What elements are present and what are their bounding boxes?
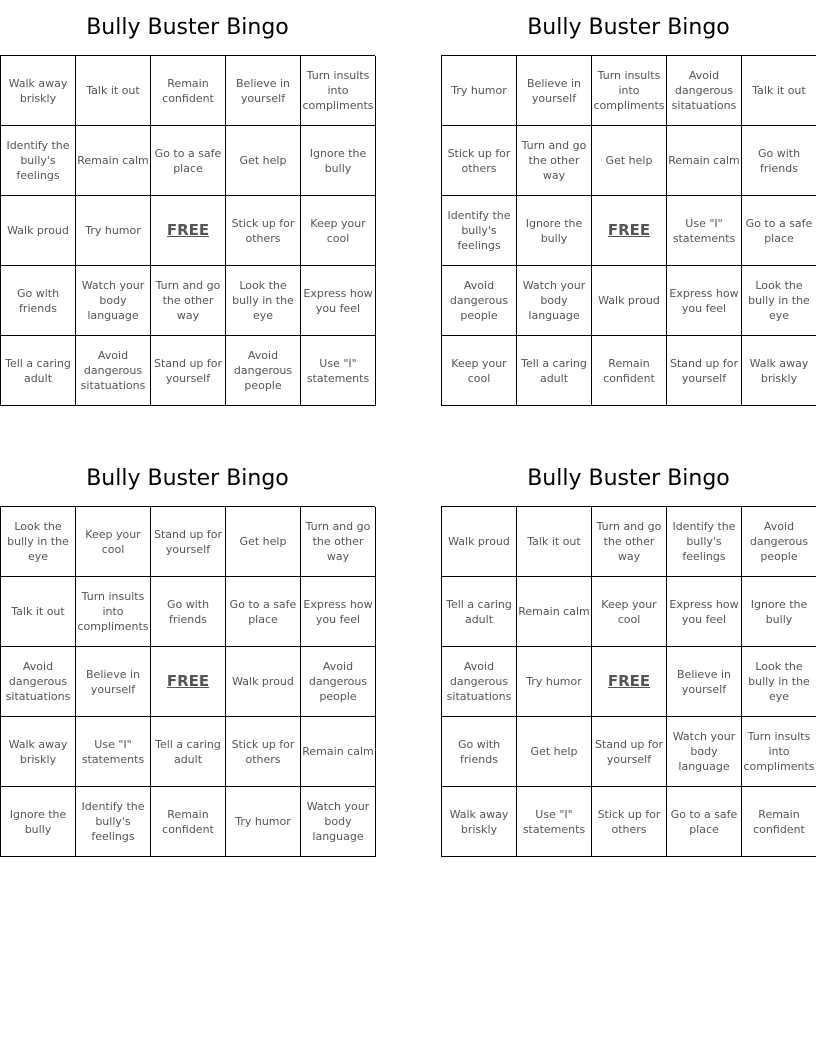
free-space: FREE — [151, 647, 226, 717]
bingo-card-4 — [441, 451, 816, 857]
bingo-cell: Get help — [226, 507, 301, 577]
bingo-cell: Try humor — [517, 647, 592, 717]
bingo-grid — [0, 55, 375, 406]
bingo-grid — [441, 55, 816, 406]
bingo-cell: Remain calm — [76, 126, 151, 196]
bingo-cell: Watch your body language — [517, 266, 592, 336]
bingo-cell: Express how you feel — [301, 266, 376, 336]
bingo-cell: Walk proud — [592, 266, 667, 336]
card-title: Bully Buster Bingo — [527, 466, 730, 491]
bingo-cell: Walk proud — [442, 507, 517, 577]
bingo-cell: Tell a caring adult — [517, 336, 592, 406]
bingo-cell: Turn insults into compliments — [76, 577, 151, 647]
bingo-cell: Watch your body language — [301, 787, 376, 857]
bingo-cell: Remain confident — [151, 56, 226, 126]
bingo-cell: Turn and go the other way — [592, 507, 667, 577]
bingo-cell: Stick up for others — [592, 787, 667, 857]
bingo-cell: Use "I" statements — [667, 196, 742, 266]
bingo-cell: Express how you feel — [301, 577, 376, 647]
bingo-cell: Get help — [226, 126, 301, 196]
bingo-cell: Try humor — [442, 56, 517, 126]
bingo-cell: Avoid dangerous people — [442, 266, 517, 336]
bingo-cell: Walk away briskly — [1, 717, 76, 787]
bingo-cell: Go with friends — [1, 266, 76, 336]
bingo-cell: Go to a safe place — [667, 787, 742, 857]
bingo-cell: Avoid dangerous sitatuations — [667, 56, 742, 126]
bingo-cell: Turn insults into compliments — [301, 56, 376, 126]
bingo-cell: Avoid dangerous sitatuations — [1, 647, 76, 717]
bingo-cell: Remain confident — [592, 336, 667, 406]
bingo-cell: Ignore the bully — [517, 196, 592, 266]
bingo-cell: Use "I" statements — [517, 787, 592, 857]
bingo-cell: Stand up for yourself — [151, 507, 226, 577]
bingo-cell: Use "I" statements — [76, 717, 151, 787]
bingo-cell: Turn and go the other way — [151, 266, 226, 336]
bingo-cell: Identify the bully's feelings — [1, 126, 76, 196]
bingo-cell: Talk it out — [1, 577, 76, 647]
bingo-cell: Walk away briskly — [442, 787, 517, 857]
bingo-cell: Stick up for others — [442, 126, 517, 196]
bingo-cell: Get help — [517, 717, 592, 787]
card-title: Bully Buster Bingo — [86, 15, 289, 40]
bingo-cell: Stick up for others — [226, 717, 301, 787]
bingo-cell: Walk away briskly — [1, 56, 76, 126]
bingo-cell: Stand up for yourself — [592, 717, 667, 787]
bingo-cell: Turn insults into compliments — [592, 56, 667, 126]
free-space: FREE — [592, 647, 667, 717]
bingo-cell: Look the bully in the eye — [226, 266, 301, 336]
bingo-cell: Walk away briskly — [742, 336, 816, 406]
bingo-cell: Identify the bully's feelings — [442, 196, 517, 266]
bingo-cell: Believe in yourself — [76, 647, 151, 717]
bingo-cell: Stand up for yourself — [667, 336, 742, 406]
bingo-cell: Go with friends — [151, 577, 226, 647]
bingo-cell: Go to a safe place — [226, 577, 301, 647]
bingo-cell: Express how you feel — [667, 266, 742, 336]
bingo-cell: Ignore the bully — [301, 126, 376, 196]
bingo-cell: Use "I" statements — [301, 336, 376, 406]
bingo-card-1 — [0, 0, 375, 406]
bingo-cell: Look the bully in the eye — [1, 507, 76, 577]
bingo-cell: Believe in yourself — [226, 56, 301, 126]
bingo-cell: Keep your cool — [76, 507, 151, 577]
free-space: FREE — [592, 196, 667, 266]
bingo-cell: Remain confident — [742, 787, 816, 857]
bingo-cell: Believe in yourself — [667, 647, 742, 717]
bingo-cell: Watch your body language — [667, 717, 742, 787]
bingo-cell: Get help — [592, 126, 667, 196]
bingo-cell: Express how you feel — [667, 577, 742, 647]
bingo-cell: Avoid dangerous people — [226, 336, 301, 406]
bingo-cell: Believe in yourself — [517, 56, 592, 126]
bingo-cell: Look the bully in the eye — [742, 647, 816, 717]
bingo-cell: Keep your cool — [301, 196, 376, 266]
bingo-cell: Ignore the bully — [742, 577, 816, 647]
bingo-cell: Walk proud — [226, 647, 301, 717]
bingo-cell: Look the bully in the eye — [742, 266, 816, 336]
bingo-cell: Talk it out — [517, 507, 592, 577]
bingo-cell: Try humor — [226, 787, 301, 857]
bingo-cell: Go to a safe place — [742, 196, 816, 266]
bingo-cell: Avoid dangerous people — [301, 647, 376, 717]
bingo-cell: Tell a caring adult — [1, 336, 76, 406]
bingo-cell: Avoid dangerous sitatuations — [442, 647, 517, 717]
bingo-cell: Stand up for yourself — [151, 336, 226, 406]
bingo-cell: Avoid dangerous people — [742, 507, 816, 577]
bingo-cell: Stick up for others — [226, 196, 301, 266]
bingo-cell: Go with friends — [442, 717, 517, 787]
bingo-cell: Identify the bully's feelings — [76, 787, 151, 857]
card-title: Bully Buster Bingo — [527, 15, 730, 40]
bingo-cell: Keep your cool — [442, 336, 517, 406]
bingo-cell: Keep your cool — [592, 577, 667, 647]
bingo-cell: Go to a safe place — [151, 126, 226, 196]
bingo-grid — [441, 506, 816, 857]
card-title: Bully Buster Bingo — [86, 466, 289, 491]
bingo-cell: Go with friends — [742, 126, 816, 196]
bingo-cell: Tell a caring adult — [442, 577, 517, 647]
bingo-cell: Try humor — [76, 196, 151, 266]
bingo-cell: Tell a caring adult — [151, 717, 226, 787]
bingo-cell: Remain confident — [151, 787, 226, 857]
bingo-cell: Turn and go the other way — [301, 507, 376, 577]
bingo-cell: Walk proud — [1, 196, 76, 266]
bingo-cell: Talk it out — [76, 56, 151, 126]
bingo-card-2 — [441, 0, 816, 406]
bingo-cell: Remain calm — [301, 717, 376, 787]
bingo-cell: Watch your body language — [76, 266, 151, 336]
free-space: FREE — [151, 196, 226, 266]
bingo-cell: Turn insults into compliments — [742, 717, 816, 787]
bingo-cell: Remain calm — [667, 126, 742, 196]
bingo-cell: Ignore the bully — [1, 787, 76, 857]
bingo-grid — [0, 506, 375, 857]
bingo-cell: Talk it out — [742, 56, 816, 126]
bingo-card-3 — [0, 451, 375, 857]
bingo-cell: Remain calm — [517, 577, 592, 647]
bingo-cell: Avoid dangerous sitatuations — [76, 336, 151, 406]
bingo-cell: Turn and go the other way — [517, 126, 592, 196]
bingo-cell: Identify the bully's feelings — [667, 507, 742, 577]
